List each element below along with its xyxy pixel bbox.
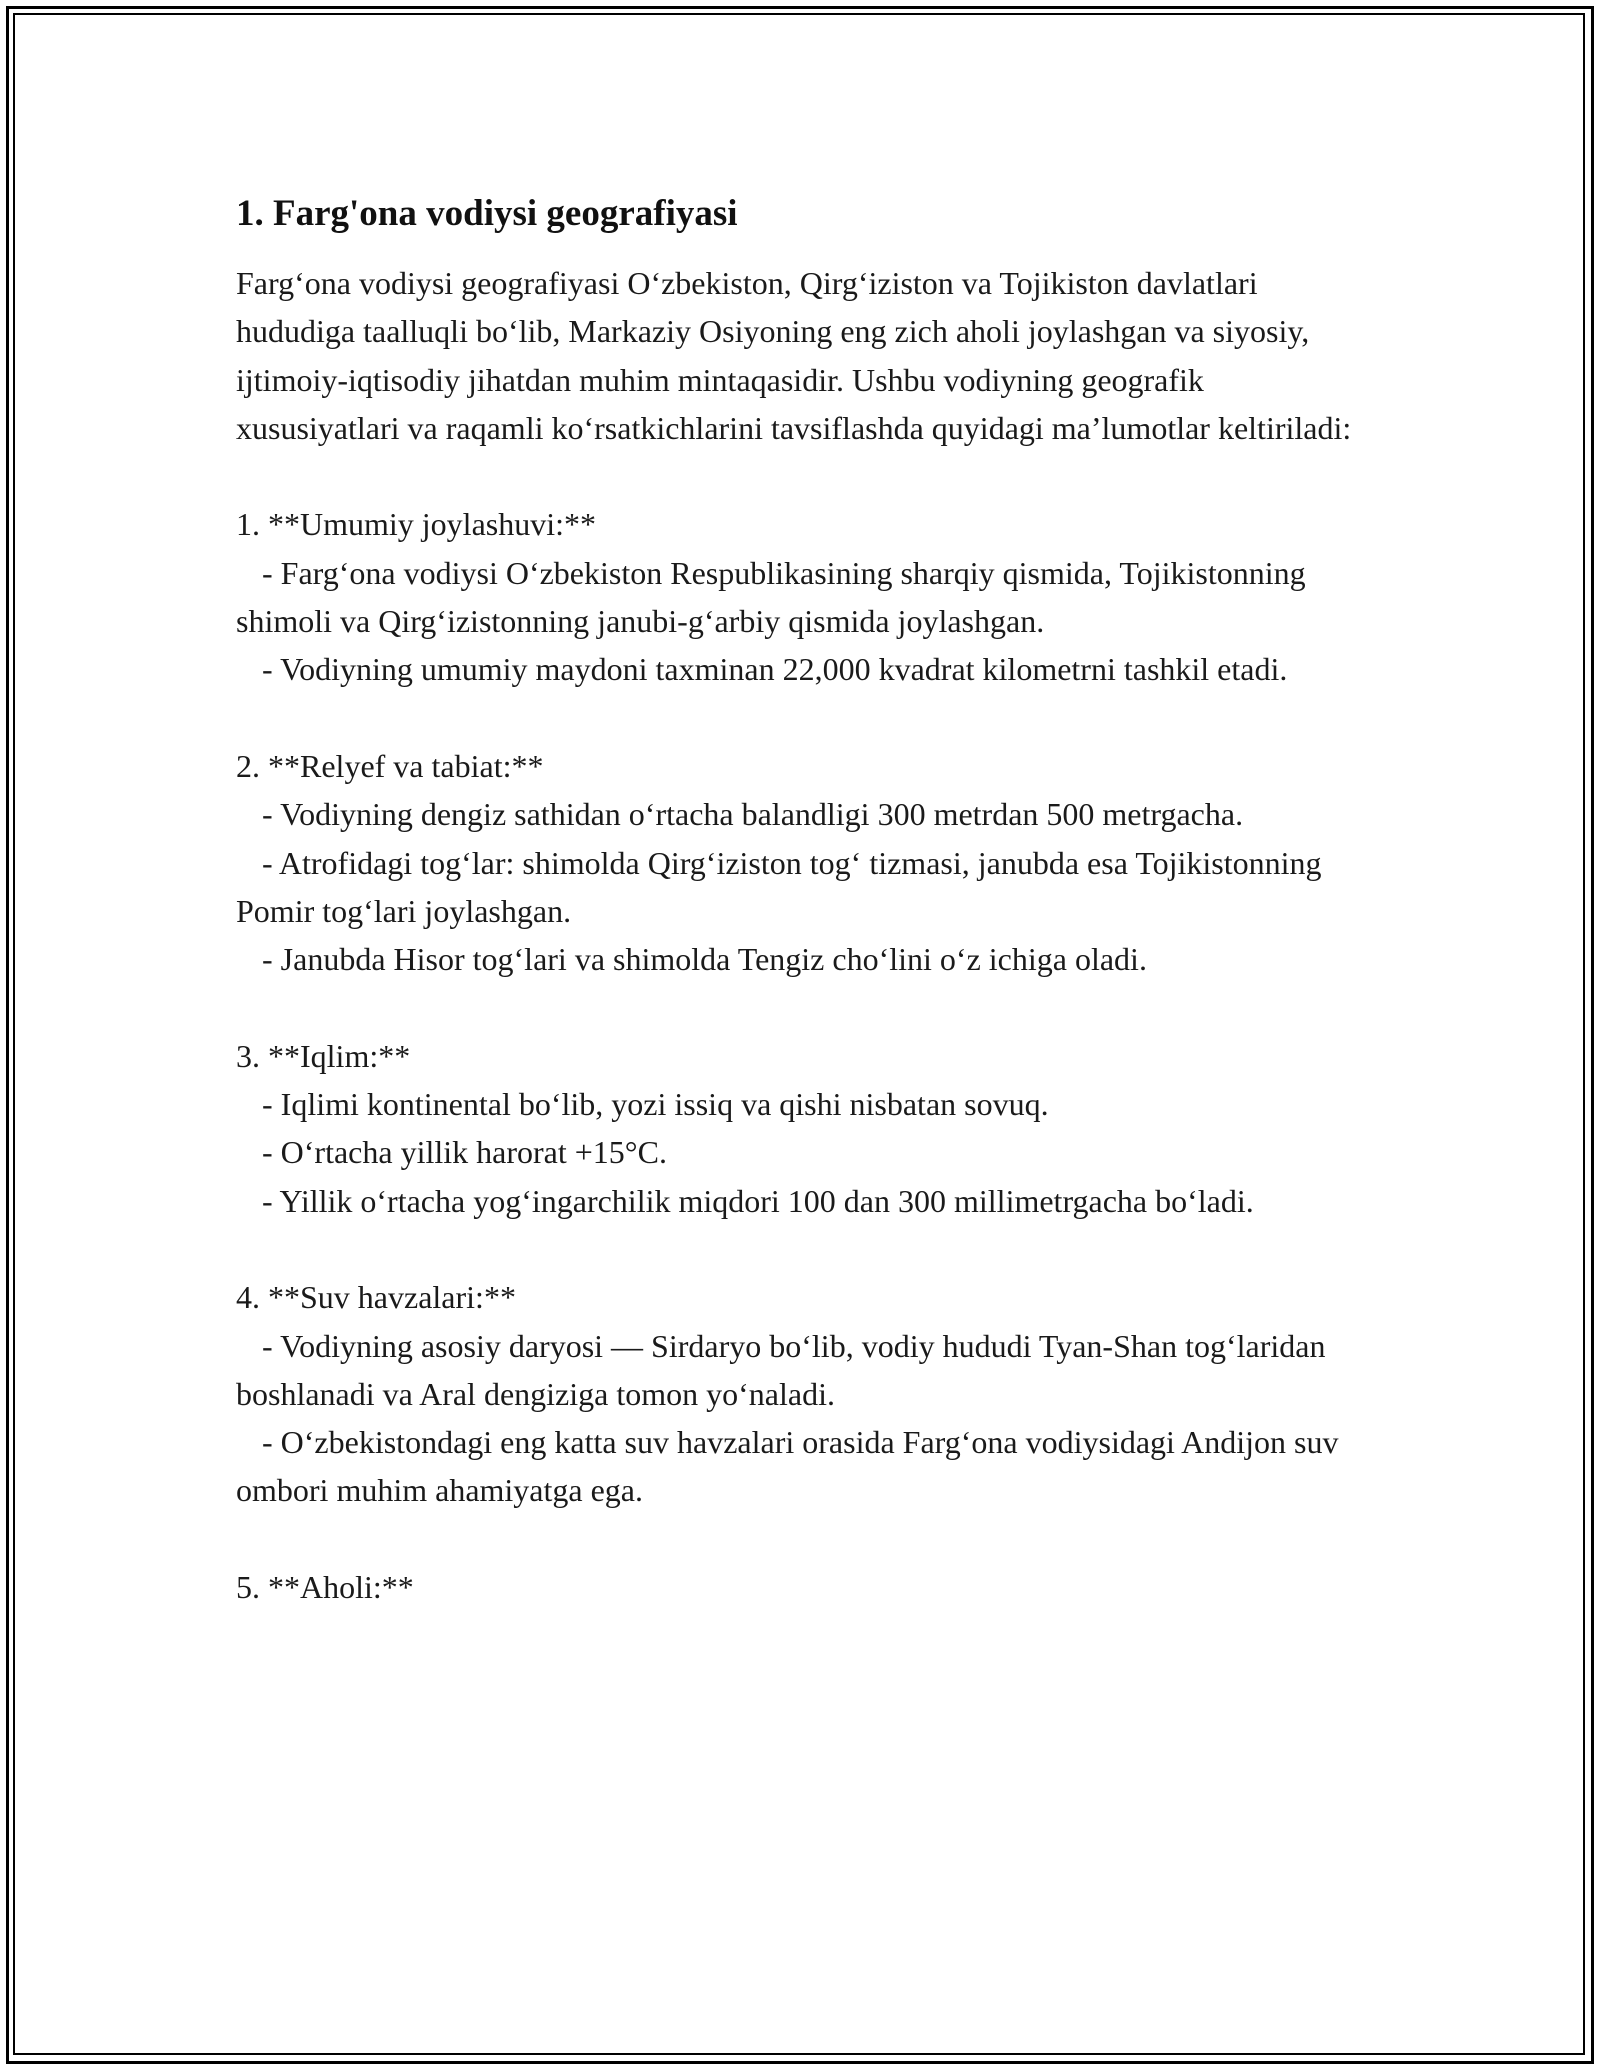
intro-paragraph: Farg‘ona vodiysi geografiyasi O‘zbekiston, Qirg‘iziston va Tojikiston davlatlari hududiga taalluqli bo‘lib, Markaziy Osiyoning eng zich aholi joylashgan va siyosiy, ijtimoiy-iqtisodiy jihatdan muhim mintaqasidir. Ushbu vodiyning geografik xususiyatlari va raqamli ko‘rsatkichlarini tavsiflashda quyidagi ma’lumotlar keltiriladi: — [236, 265, 1352, 446]
section-heading: 5. **Aholi:** — [236, 1569, 414, 1606]
spacer — [236, 983, 1366, 1031]
document-title: 1. Farg'ona vodiysi geografiyasi — [236, 193, 738, 234]
list-item: - Vodiyning asosiy daryosi — Sirdaryo bo‘lib, vodiy hududi Tyan-Shan tog‘laridan boshlanadi va Aral dengiziga tomon yo‘naladi. — [236, 1327, 1326, 1412]
section-climate — [236, 1032, 1366, 1225]
spacer — [236, 694, 1366, 742]
list-item: - Farg‘ona vodiysi O‘zbekiston Respublikasining sharqiy qismida, Tojikistonning shimoli va Qirg‘izistonning janubi-g‘arbiy qismida joylashgan. — [236, 554, 1306, 640]
spacer — [236, 1225, 1366, 1273]
list-item: - O‘zbekistondagi eng katta suv havzalari orasida Farg‘ona vodiysidagi Andijon suv ombori muhim ahamiyatga ega. — [236, 1424, 1339, 1509]
list-item: - Iqlimi kontinental bo‘lib, yozi issiq va qishi nisbatan sovuq. — [262, 1086, 1049, 1123]
list-item: - Vodiyning umumiy maydoni taxminan 22,000 kvadrat kilometrni tashkil etadi. — [262, 651, 1288, 688]
list-item: - Janubda Hisor tog‘lari va shimolda Tengiz cho‘lini o‘z ichiga oladi. — [262, 941, 1147, 978]
section-relief — [236, 742, 1366, 983]
list-item: - Vodiyning dengiz sathidan o‘rtacha balandligi 300 metrdan 500 metrgacha. — [262, 796, 1244, 833]
section-heading: 3. **Iqlim:** — [236, 1037, 411, 1074]
section-water — [236, 1273, 1366, 1514]
section-heading: 4. **Suv havzalari:** — [236, 1279, 516, 1316]
section-heading: 2. **Relyef va tabiat:** — [236, 747, 544, 784]
spacer — [236, 452, 1366, 500]
spacer — [236, 1515, 1366, 1563]
section-population — [236, 1563, 1366, 1611]
document-body — [236, 188, 1366, 1611]
list-item: - Atrofidagi tog‘lar: shimolda Qirg‘iziston tog‘ tizmasi, janubda esa Tojikistonning Pomir tog‘lari joylashgan. — [236, 844, 1322, 929]
list-item: - O‘rtacha yillik harorat +15°C. — [262, 1134, 667, 1171]
list-item: - Yillik o‘rtacha yog‘ingarchilik miqdori 100 dan 300 millimetrgacha bo‘ladi. — [262, 1182, 1254, 1219]
section-location — [236, 500, 1366, 693]
section-heading: 1. **Umumiy joylashuvi:** — [236, 506, 596, 543]
